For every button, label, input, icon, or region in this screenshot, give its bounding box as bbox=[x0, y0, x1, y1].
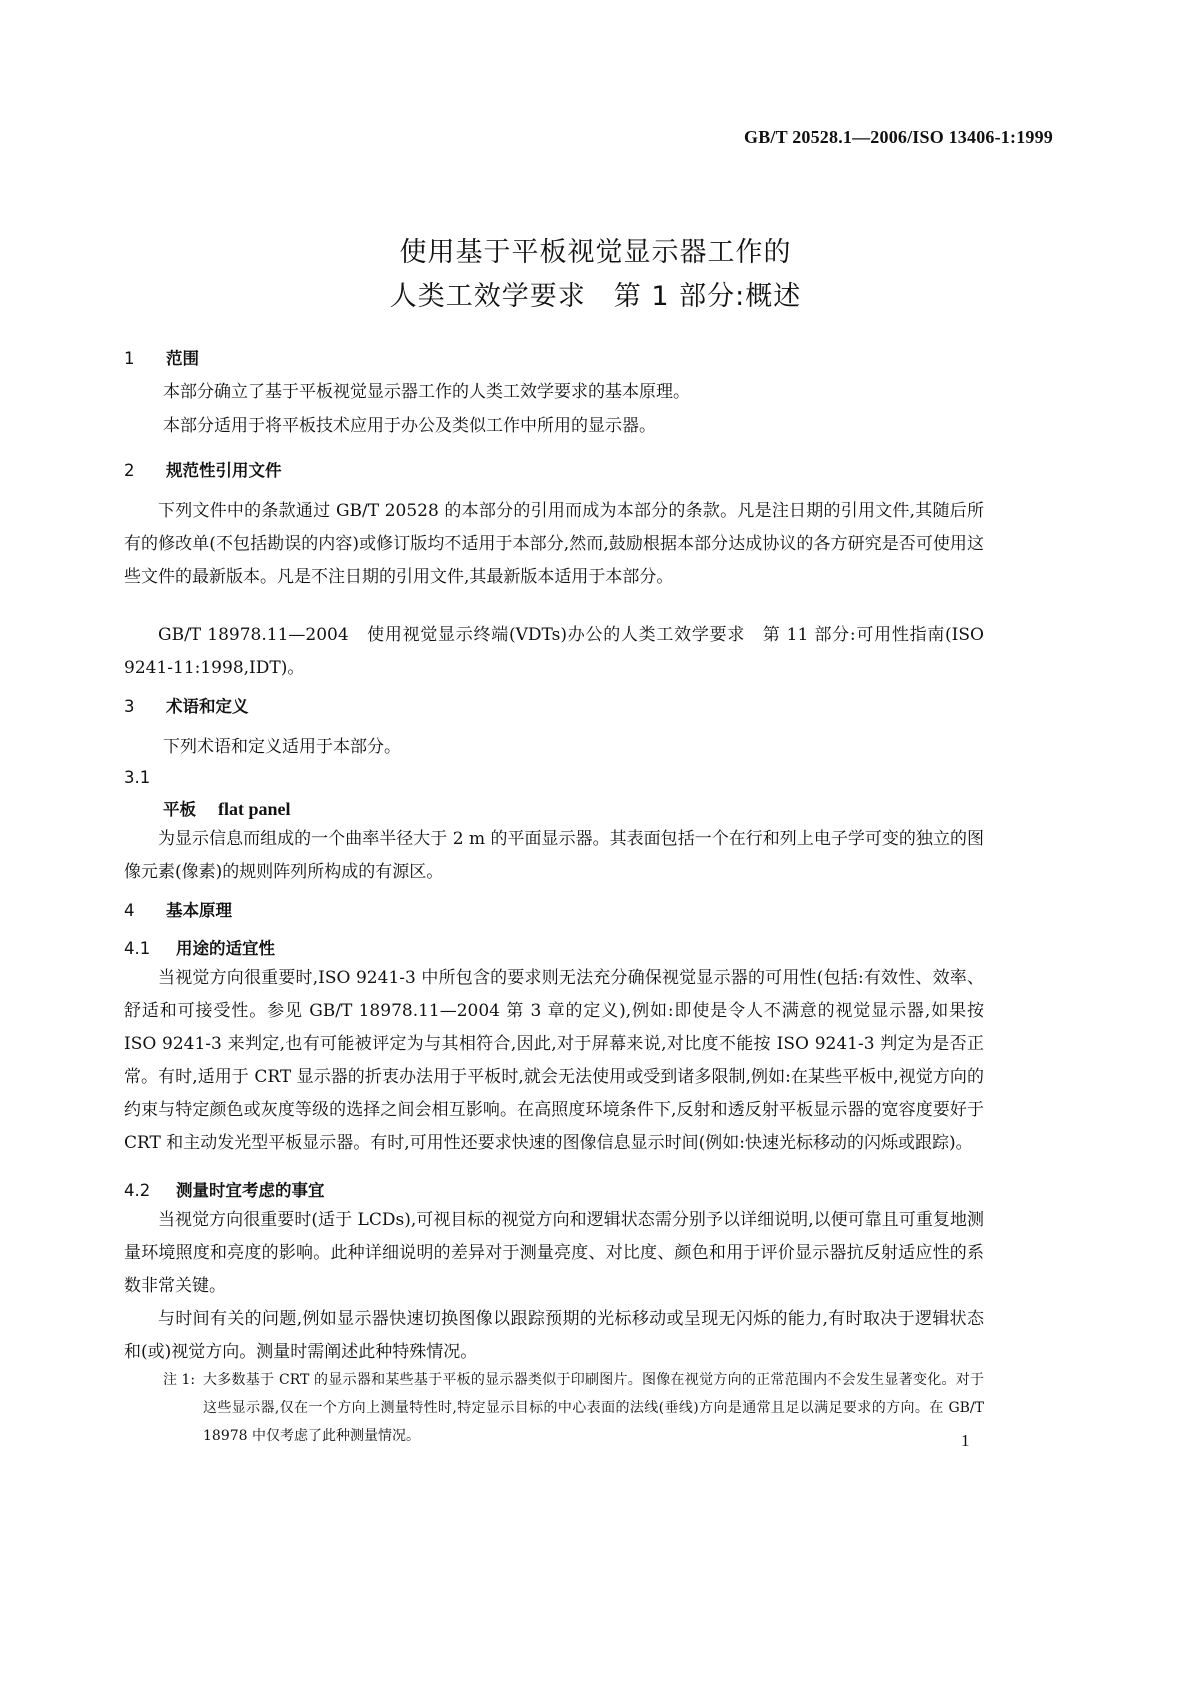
section-1-heading bbox=[124, 345, 199, 369]
paragraph: 与时间有关的问题,例如显示器快速切换图像以跟踪预期的光标移动或呈现无闪烁的能力,有时取决于逻辑状态和(或)视觉方向。测量时需阐述此种特殊情况。 bbox=[124, 1309, 984, 1362]
standard-code-header: GB/T 20528.1—2006/ISO 13406-1:1999 bbox=[744, 127, 1053, 147]
section-title: 范围 bbox=[166, 349, 199, 368]
section-4-heading bbox=[124, 897, 232, 921]
term-definition: 为显示信息而组成的一个曲率半径大于 2 m 的平面显示器。其表面包括一个在行和列上电子学可变的独立的图像元素(像素)的规则阵列所构成的有源区。 bbox=[124, 829, 984, 882]
normative-reference: GB/T 18978.11—2004 使用视觉显示终端(VDTs)办公的人类工效学要求 第 11 部分:可用性指南(ISO 9241-11:1998,IDT)。 bbox=[124, 625, 984, 678]
section-number: 2 bbox=[124, 461, 135, 480]
subsection-title: 用途的适宜性 bbox=[176, 939, 275, 958]
subsection-4-1-heading bbox=[124, 935, 275, 959]
section-number: 3 bbox=[124, 697, 135, 716]
paragraph: 本部分适用于将平板技术应用于办公及类似工作中所用的显示器。 bbox=[163, 416, 656, 436]
paragraph: 本部分确立了基于平板视觉显示器工作的人类工效学要求的基本原理。 bbox=[163, 382, 690, 402]
subsection-title: 测量时宜考虑的事宜 bbox=[176, 1181, 325, 1200]
term-number: 3.1 bbox=[124, 768, 151, 787]
document-title-line-2: 人类工效学要求 第 1 部分:概述 bbox=[389, 281, 802, 312]
note-text: 大多数基于 CRT 的显示器和某些基于平板的显示器类似于印刷图片。图像在视觉方向的正常范围内不会发生显著变化。对于这些显示器,仅在一个方向上测量特性时,特定显示目标的中心表面的法线(垂线)方向是通常且足以满足要求的方向。在 GB/T 18978 中仅考虑了此种测量情况。 bbox=[203, 1372, 984, 1444]
subsection-number: 4.1 bbox=[124, 939, 151, 958]
section-3-heading bbox=[124, 693, 249, 717]
section-number: 4 bbox=[124, 901, 135, 920]
section-title: 术语和定义 bbox=[166, 697, 249, 716]
paragraph: 当视觉方向很重要时,ISO 9241-3 中所包含的要求则无法充分确保视觉显示器的可用性(包括:有效性、效率、舒适和可接受性。参见 GB/T 18978.11—2004 第 3 章的定义),例如:即使是令人不满意的视觉显示器,如果按 ISO 9241-3 来判定,也有可能被评定为与其相符合,因此,对于屏幕来说,对比度不能按 ISO 9241-3 判定为是否正常。有时,适用于 CRT 显示器的折衷办法用于平板时,就会无法使用或受到诸多限制,例如:在某些平板中,视觉方向的约束与特定颜色或灰度等级的选择之间会相互影响。在高照度环境条件下,反射和透反射平板显示器的宽容度要好于 CRT 和主动发光型平板显示器。有时,可用性还要求快速的图像信息显示时间(例如:快速光标移动的闪烁或跟踪)。 bbox=[124, 968, 984, 1153]
subsection-number: 4.2 bbox=[124, 1181, 151, 1200]
term-english: flat panel bbox=[218, 799, 291, 819]
paragraph: 下列术语和定义适用于本部分。 bbox=[163, 737, 401, 757]
note bbox=[163, 1366, 984, 1450]
paragraph: 当视觉方向很重要时(适于 LCDs),可视目标的视觉方向和逻辑状态需分别予以详细说明,以便可靠且可重复地测量环境照度和亮度的影响。此种详细说明的差异对于测量亮度、对比度、颜色和用于评价显示器抗反射适应性的系数非常关键。 bbox=[124, 1210, 984, 1296]
document-title-line-1: 使用基于平板视觉显示器工作的 bbox=[399, 237, 792, 268]
section-number: 1 bbox=[124, 349, 135, 368]
subsection-4-2-heading bbox=[124, 1177, 325, 1201]
page-number: 1 bbox=[961, 1431, 970, 1450]
section-title: 规范性引用文件 bbox=[166, 461, 282, 480]
section-2-heading bbox=[124, 457, 282, 481]
note-label: 注 1: bbox=[163, 1372, 196, 1388]
term-chinese: 平板 bbox=[163, 800, 196, 819]
term-entry bbox=[163, 796, 291, 820]
section-title: 基本原理 bbox=[166, 901, 232, 920]
paragraph: 下列文件中的条款通过 GB/T 20528 的本部分的引用而成为本部分的条款。凡是注日期的引用文件,其随后所有的修改单(不包括勘误的内容)或修订版均不适用于本部分,然而,鼓励根据本部分达成协议的各方研究是否可使用这些文件的最新版本。凡是不注日期的引用文件,其最新版本适用于本部分。 bbox=[124, 501, 984, 587]
